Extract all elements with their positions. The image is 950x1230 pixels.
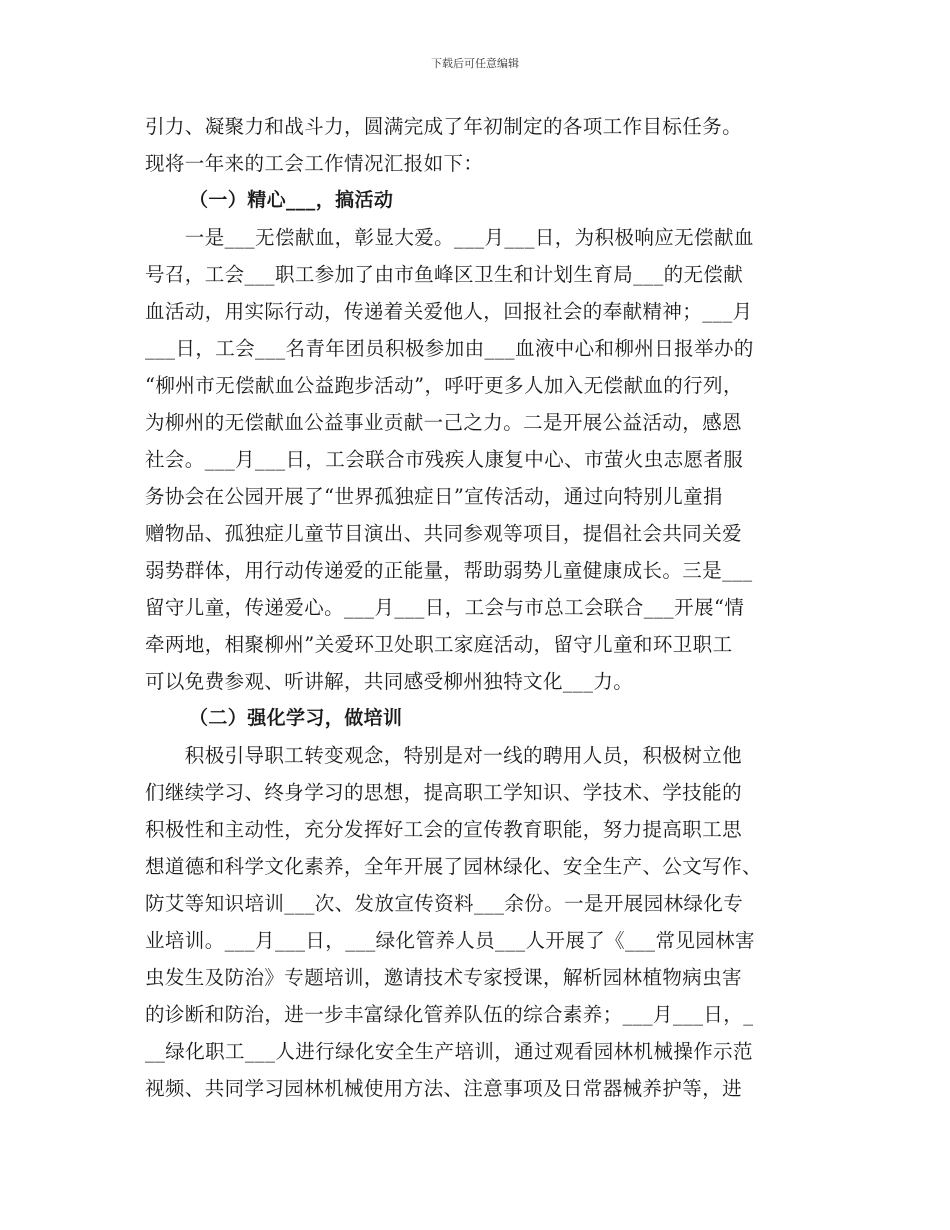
text-line: 可以免费参观、听讲解，共同感受柳州独特文化___力。: [145, 670, 634, 693]
page-header: 下载后可任意编辑: [431, 57, 519, 70]
text-line: __绿化职工___人进行绿化安全生产培训，通过观看园林机械操作示范: [145, 1040, 753, 1063]
text-line: 想道德和科学文化素养，全年开展了园林绿化、安全生产、公文写作、: [145, 855, 762, 878]
text-line: 务协会在公园开展了“世界孤独症日”宣传活动，通过向特别儿童捐: [145, 485, 723, 508]
text-line: 防艾等知识培训___次、发放宣传资料___余份。一是开展园林绿化专: [145, 892, 744, 915]
text-line: 积极性和主动性，充分发挥好工会的宣传教育职能，努力提高职工思: [145, 818, 743, 841]
section-heading: （二）强化学习，做培训: [189, 707, 403, 729]
text-line: 留守儿童，传递爱心。___月___日，工会与市总工会联合___开展“情: [145, 596, 745, 619]
text-line: 业培训。___月___日，___绿化管养人员___人开展了《___常见园林害: [145, 929, 755, 952]
text-line: 视频、共同学习园林机械使用方法、注意事项及日常器械养护等，进: [145, 1077, 743, 1100]
text-line: 血活动，用实际行动，传递着关爱他人，回报社会的奉献精神；___月: [145, 300, 753, 323]
document-body: [145, 108, 800, 1107]
text-line: ___日，工会___名青年团员积极参加由___血液中心和柳州日报举办的: [145, 337, 754, 360]
text-line: 现将一年来的工会工作情况汇报如下：: [145, 152, 484, 175]
text-line: “柳州市无偿献血公益跑步活动”，呼吁更多人加入无偿献血的行列，: [145, 374, 743, 397]
text-line: 号召，工会___职工参加了由市鱼峰区卫生和计划生育局___的无偿献: [145, 263, 744, 286]
text-line: 们继续学习、终身学习的思想，提高职工学知识、学技术、学技能的: [145, 781, 743, 804]
text-line: 引力、凝聚力和战斗力，圆满完成了年初制定的各项工作目标任务。: [145, 115, 743, 138]
text-line: 赠物品、孤独症儿童节目演出、共同参观等项目，提倡社会共同关爱: [145, 522, 743, 545]
text-line: 一是___无偿献血，彰显大爱。___月___日，为积极响应无偿献血: [145, 226, 754, 249]
section-heading: （一）精心___，搞活动: [189, 189, 394, 211]
text-line: 积极引导职工转变观念，特别是对一线的聘用人员，积极树立他: [145, 744, 743, 767]
text-line: 社会。___月___日，工会联合市残疾人康复中心、市萤火虫志愿者服: [145, 448, 744, 471]
text-line: 虫发生及防治》专题培训，邀请技术专家授课，解析园林植物病虫害: [145, 966, 743, 989]
text-line: 为柳州的无偿献血公益事业贡献一己之力。二是开展公益活动，感恩: [145, 411, 743, 434]
text-line: 牵两地，相聚柳州”关爱环卫处职工家庭活动，留守儿童和环卫职工: [145, 633, 733, 656]
text-line: 的诊断和防治，进一步丰富绿化管养队伍的综合素养；___月___日，_: [145, 1003, 754, 1026]
text-line: 弱势群体，用行动传递爱的正能量，帮助弱势儿童健康成长。三是___: [145, 559, 753, 582]
